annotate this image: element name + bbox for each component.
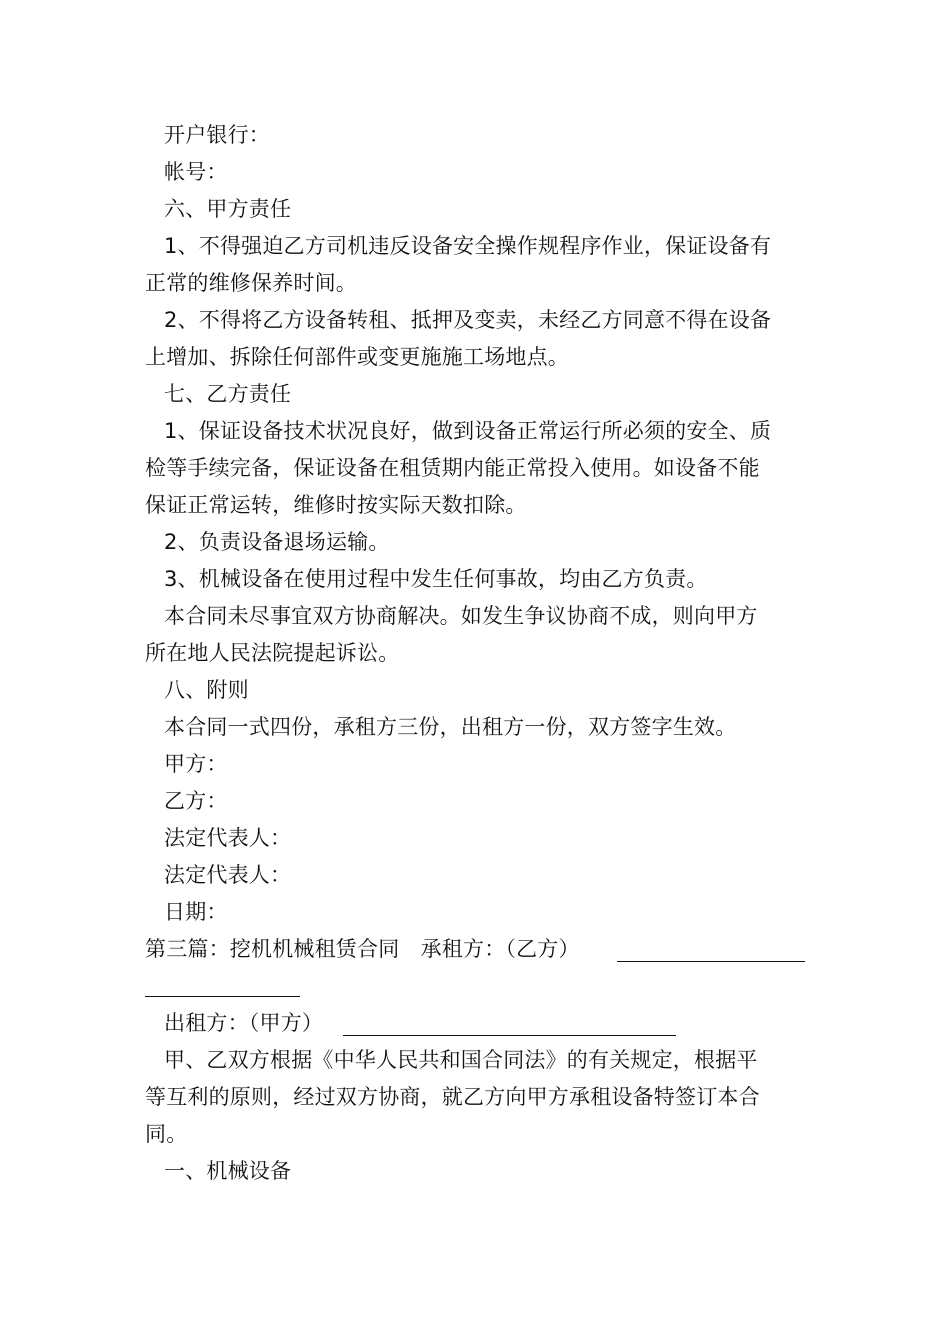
paragraph-line: 1、保证设备技术状况良好，做到设备正常运行所必须的安全、质 [164, 419, 772, 443]
paragraph-line: 2、负责设备退场运输。 [164, 530, 390, 554]
lessor-label: 出租方：（甲方） [164, 1011, 324, 1035]
section-heading: 七、乙方责任 [164, 382, 292, 406]
section-heading: 六、甲方责任 [164, 197, 292, 221]
paragraph-line: 本合同未尽事宜双方协商解决。如发生争议协商不成，则向甲方 [164, 604, 758, 628]
paragraph-line: 同。 [145, 1122, 188, 1146]
account-label: 帐号： [164, 160, 228, 184]
paragraph-line: 2、不得将乙方设备转租、抵押及变卖，未经乙方同意不得在设备 [164, 308, 772, 332]
paragraph-line: 等互利的原则，经过双方协商，就乙方向甲方承租设备特签订本合 [145, 1085, 760, 1109]
paragraph-line: 本合同一式四份，承租方三份，出租方一份，双方签字生效。 [164, 715, 737, 739]
lessee-signature-line-continued [145, 996, 300, 997]
paragraph-line: 检等手续完备，保证设备在租赁期内能正常投入使用。如设备不能 [145, 456, 760, 480]
paragraph-line: 所在地人民法院提起诉讼。 [145, 641, 400, 665]
paragraph-line: 上增加、拆除任何部件或变更施施工场地点。 [145, 345, 569, 369]
legal-rep-label: 法定代表人： [164, 826, 292, 850]
paragraph-line: 3、机械设备在使用过程中发生任何事故，均由乙方负责。 [164, 567, 708, 591]
legal-rep-label: 法定代表人： [164, 863, 292, 887]
section-heading: 一、机械设备 [164, 1159, 292, 1183]
bank-label: 开户银行： [164, 123, 270, 147]
paragraph-line: 甲、乙双方根据《中华人民共和国合同法》的有关规定，根据平 [164, 1048, 758, 1072]
paragraph-line: 1、不得强迫乙方司机违反设备安全操作规程序作业，保证设备有 [164, 234, 772, 258]
lessor-signature-line [343, 1035, 676, 1036]
date-label: 日期： [164, 900, 228, 924]
chapter-title: 第三篇：挖机机械租赁合同 承租方：（乙方） [145, 937, 580, 961]
section-heading: 八、附则 [164, 678, 249, 702]
party-b-label: 乙方： [164, 789, 228, 813]
paragraph-line: 保证正常运转，维修时按实际天数扣除。 [145, 493, 527, 517]
party-a-label: 甲方： [164, 752, 228, 776]
lessee-signature-line [617, 961, 805, 962]
paragraph-line: 正常的维修保养时间。 [145, 271, 357, 295]
